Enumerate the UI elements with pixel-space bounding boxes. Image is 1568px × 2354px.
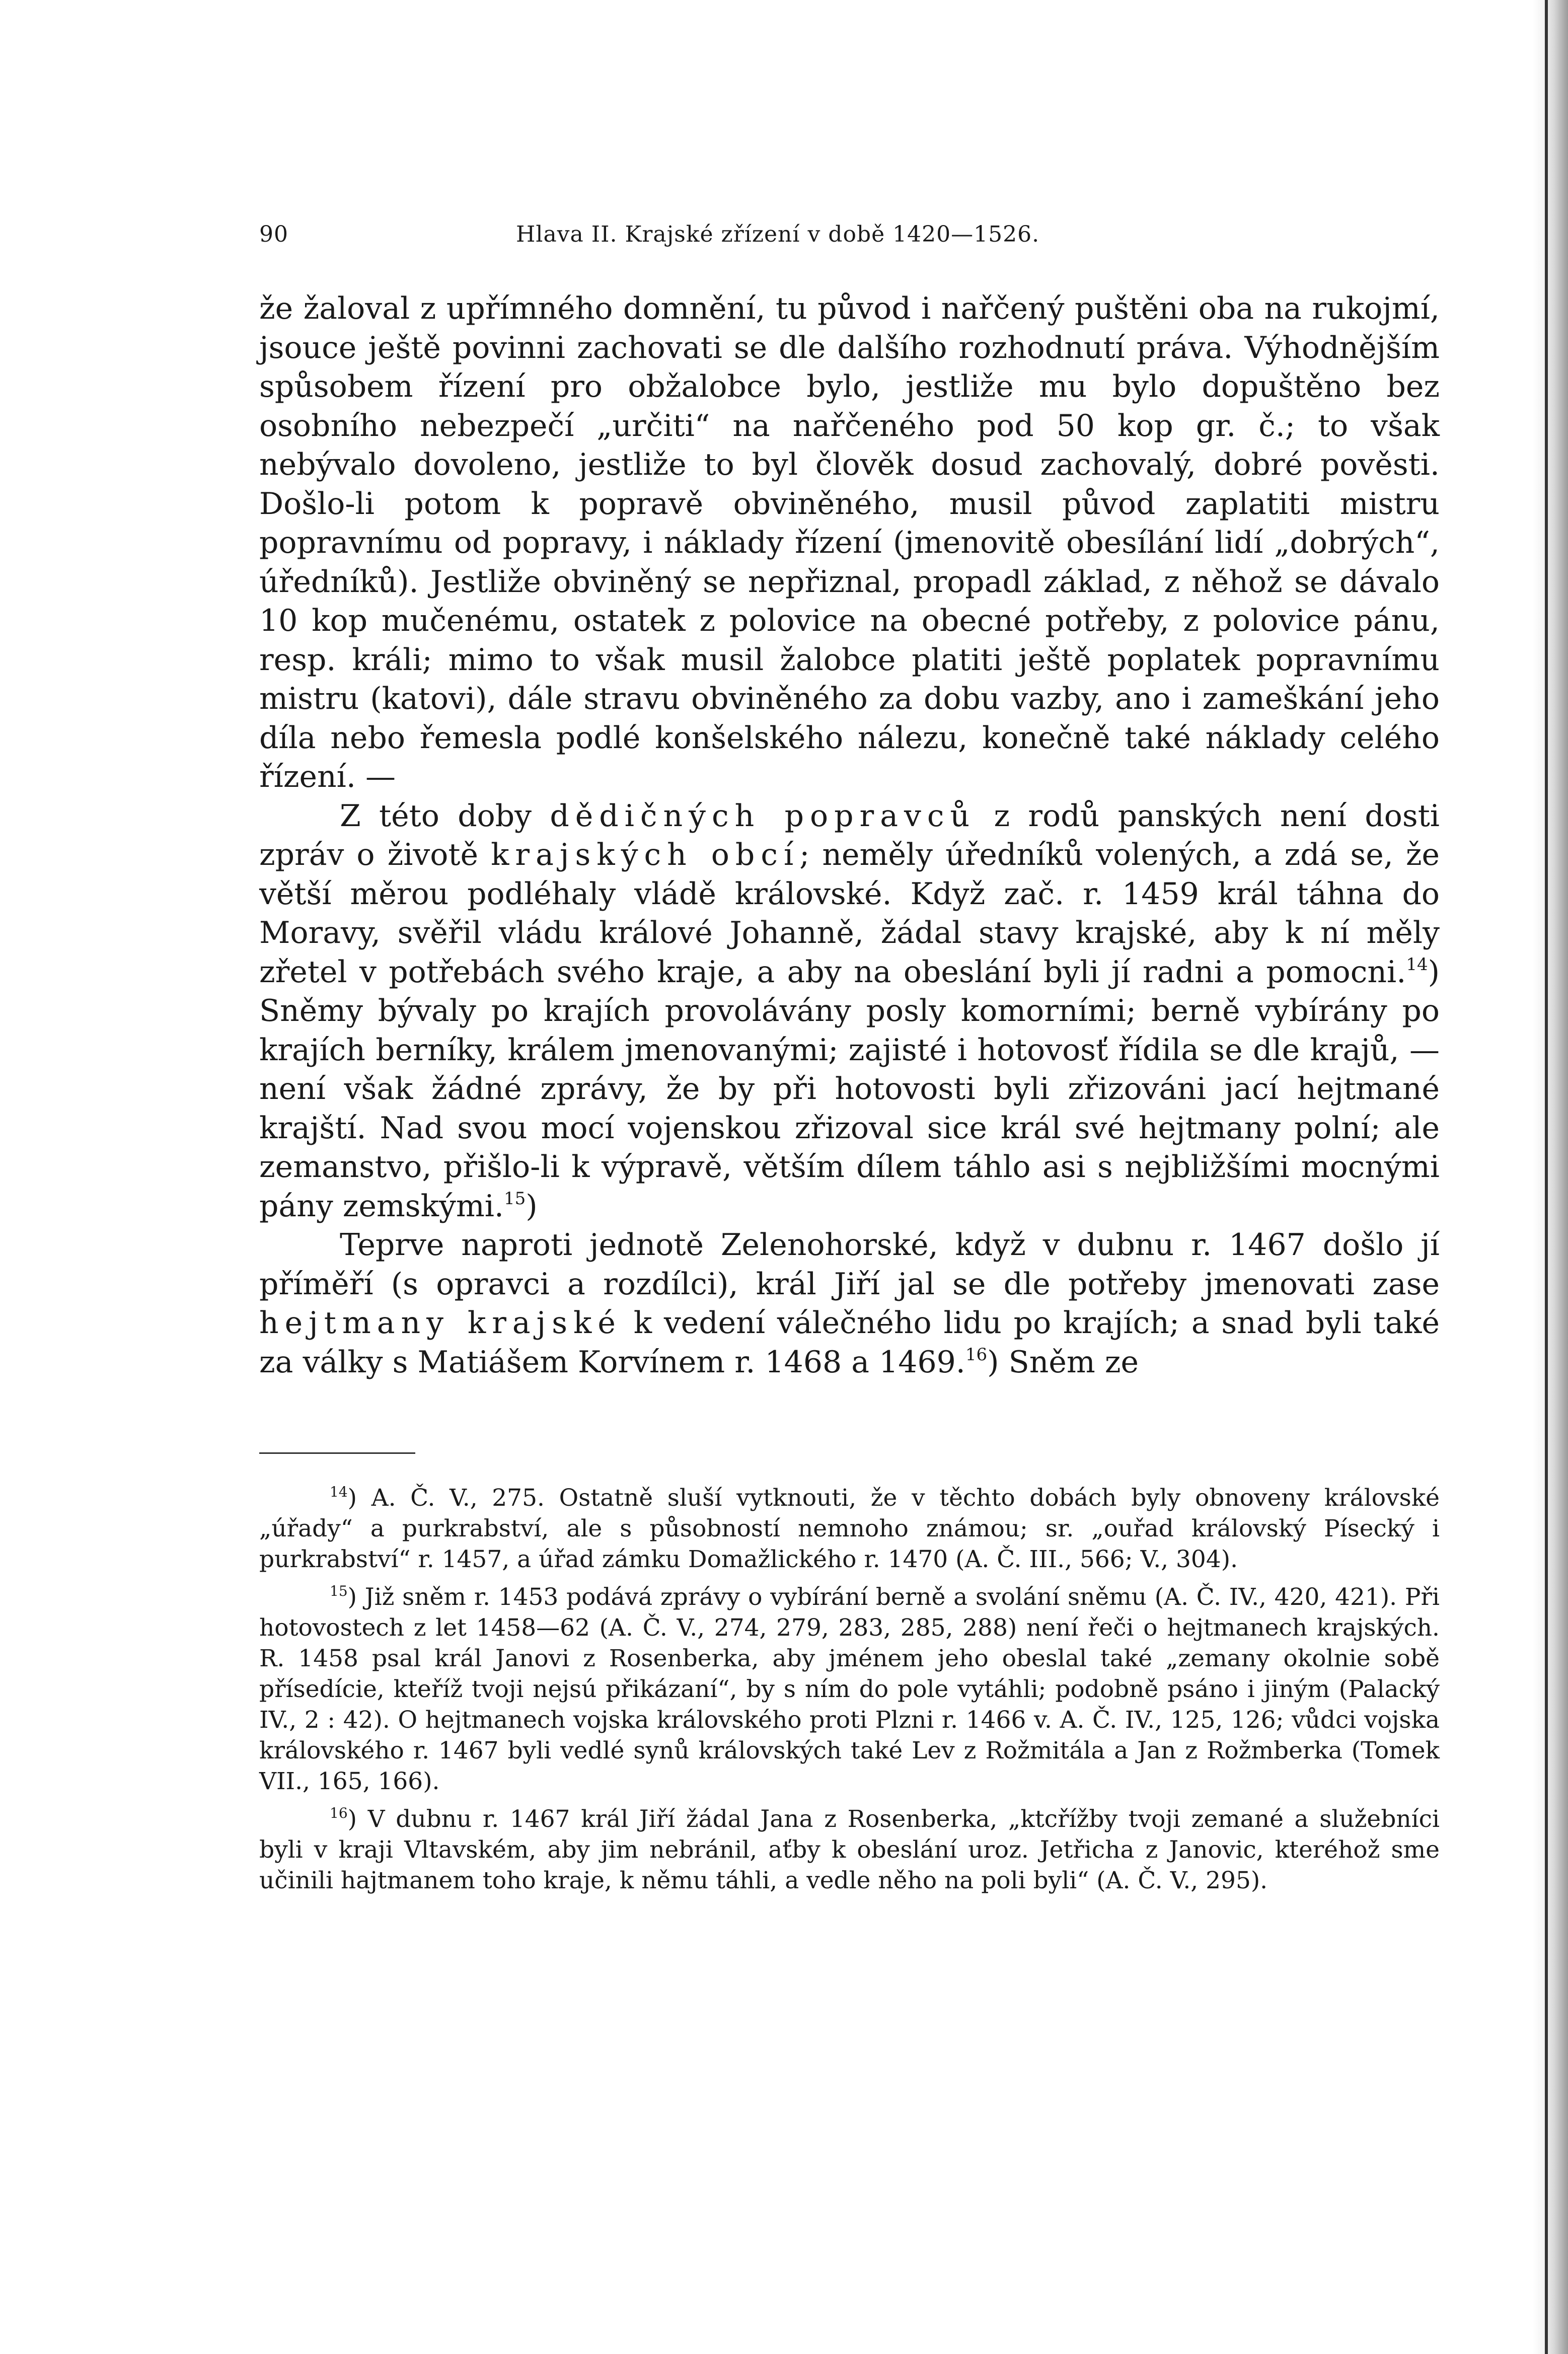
- paragraph-2-text-2: z rodů panských není dosti zpráv o životě: [259, 798, 1440, 872]
- footnote-text: ) V dubnu r. 1467 král Jiří žádal Jana z Rosenberka, „ktcřížby tvoji zemané a služebníci byli v kraji Vltavském, aby jim nebránil, aťby k obeslání uroz. Jetřicha z Janovic, kteréhož sme učinili hajtmanem toho kraje, k němu táhli, a vedle něho na poli byli“ (A. Č. V., 295).: [259, 1805, 1440, 1894]
- paragraph-2-text-4: ) Sněmy bývaly po krajích provolávány posly komorními; berně vybírány po krajích berníky, králem jmenovanými; zajisté i hotovosť řídila se dle krajů, — není však žádné zprávy, že by při hotovosti byli zřizováni jací hejtmané krajští. Nad svou mocí vojenskou zřizoval sice král své hejtmany polní; ale zemanstvo, přišlo-li k výpravě, větším dílem táhlo asi s nejbližšími mocnými pány zemskými.: [259, 954, 1440, 1224]
- paragraph-3-text-1: Teprve naproti jednotě Zelenohorské, když v dubnu r. 1467 došlo jí příměří (s opravci a rozdílci), král Jiří jal se dle potřeby jmenovati zase: [259, 1227, 1440, 1302]
- paragraph-3-text-2: k vedení válečného lidu po krajích; a snad byli také za války s Matiášem Korvínem r. 1468 a 1469.: [259, 1305, 1440, 1380]
- footnote-text: ) A. Č. V., 275. Ostatně sluší vytknouti, že v těchto dobách byly obnoveny královské „úřady“ a purkrabství, ale s působností nemnoho známou; sr. „ouřad královský Písecký i purkrabství“ r. 1457, a úřad zámku Domažlického r. 1470 (A. Č. III., 566; V., 304).: [259, 1484, 1440, 1573]
- page-header: [259, 222, 1125, 257]
- page-edge-line: [1545, 0, 1548, 2354]
- page-edge-shadow: [1533, 0, 1568, 2354]
- footnote-mark: 14: [330, 1484, 348, 1500]
- paragraph-3: [259, 1226, 1440, 1382]
- footnote-ref-14[interactable]: 14: [1406, 954, 1428, 975]
- running-head: Hlava II. Krajské zřízení v době 1420—1526.: [516, 222, 1040, 247]
- footnote-14: [259, 1483, 1440, 1575]
- footnote-separator: [259, 1452, 415, 1454]
- spaced-term-hereditary-executioners: dědičných popravců: [550, 798, 976, 834]
- paragraph-3-text-3: ) Sněm ze: [987, 1344, 1139, 1380]
- footnotes: [259, 1483, 1440, 1903]
- spaced-term-regional-communities: krajských obcí: [491, 837, 800, 872]
- footnote-text: ) Již sněm r. 1453 podává zprávy o vybírání berně a svolání sněmu (A. Č. IV., 420, 421). Při hotovostech z let 1458—62 (A. Č. V., 274, 279, 283, 285, 288) není řeči o hejtmanech krajských. R. 1458 psal král Janovi z Rosenberka, aby jménem jeho obeslal také „zemany okolnie sobě přísedície, kteříž tvoji nejsú přikázaní“, by s ním do pole vytáhli; podobně psáno i jiným (Palacký IV., 2 : 42). O hejtmanech vojska královského proti Plzni r. 1466 v. A. Č. IV., 125, 126; vůdci vojska královského r. 1467 byli vedlé synů královských také Lev z Rožmitála a Jan z Rožmberka (Tomek VII., 165, 166).: [259, 1583, 1440, 1795]
- paragraph-2: [259, 797, 1440, 1226]
- footnote-mark: 16: [330, 1805, 348, 1821]
- spaced-term-regional-captains: hejtmany krajské: [259, 1305, 622, 1341]
- footnote-mark: 15: [330, 1583, 348, 1599]
- page-number: 90: [259, 222, 288, 247]
- paragraph-2-text-3: ; neměly úředníků volených, a zdá se, že větší měrou podléhaly vládě královské. Když zač. r. 1459 král táhna do Moravy, svěřil vládu králové Johanně, žádal stavy krajské, aby k ní měly zřetel v potřebách svého kraje, a aby na obeslání byli jí radni a pomocni.: [259, 837, 1440, 990]
- footnote-16: [259, 1804, 1440, 1896]
- paragraph-1: že žaloval z upřímného domnění, tu původ i nařčený puštěni oba na rukojmí, jsouce ještě povinni zachovati se dle dalšího rozhodnutí práva. Výhodnějším spůsobem řízení pro obžalobce bylo, jestliže mu bylo dopuštěno bez osobního nebezpečí „určiti“ na nařčeného pod 50 kop gr. č.; to však nebývalo dovoleno, jestliže to byl člověk dosud zachovalý, dobré pověsti. Došlo-li potom k popravě obviněného, musil původ zaplatiti mistru popravnímu od popravy, i náklady řízení (jmenovitě obesílání lidí „dobrých“, úředníků). Jestliže obviněný se nepřiznal, propadl základ, z něhož se dávalo 10 kop mučenému, ostatek z polovice na obecné potřeby, z polovice pánu, resp. králi; mimo to však musil žalobce platiti ještě poplatek popravnímu mistru (katovi), dále stravu obviněného za dobu vazby, ano i zameškání jeho díla nebo řemesla podlé konšelského nálezu, konečně také náklady celého řízení. —: [259, 291, 1440, 794]
- footnote-ref-16[interactable]: 16: [965, 1344, 988, 1365]
- footnote-ref-15[interactable]: 15: [504, 1188, 526, 1209]
- paragraph-2-text-1: Z této doby: [340, 798, 550, 834]
- main-text: [259, 289, 1440, 1382]
- paragraph-2-text-5: ): [526, 1188, 538, 1224]
- footnote-15: [259, 1582, 1440, 1797]
